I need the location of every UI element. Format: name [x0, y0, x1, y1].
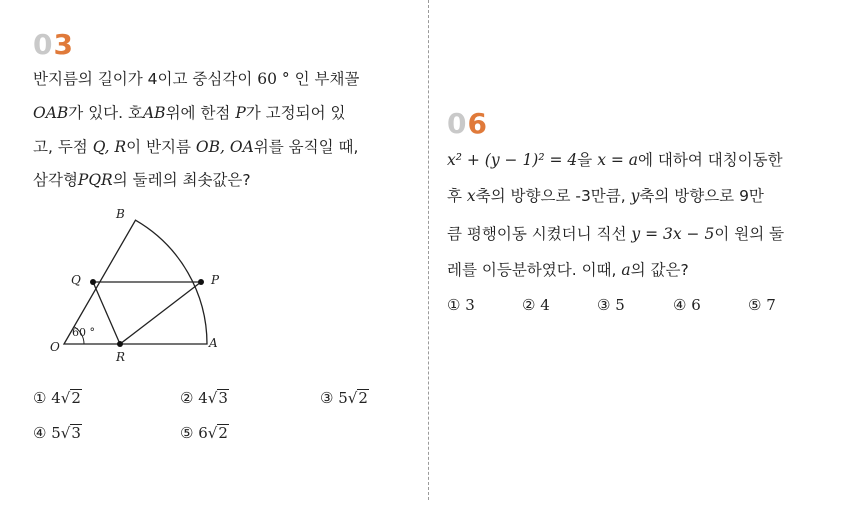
q6-choice-2[interactable]: ② 4: [522, 296, 550, 314]
column-divider: [428, 0, 429, 500]
segment-QR: [93, 282, 120, 344]
q3-choice-1[interactable]: ① 4√2: [33, 389, 81, 407]
q6-text-line-4: 레를 이등분하였다. 이때, a의 값은?: [447, 261, 689, 279]
q3-text-line-4: 삼각형PQR의 둘레의 최솟값은?: [33, 171, 251, 189]
q3-text-line-2: OAB가 있다. 호AB위에 한점 P가 고정되어 있: [33, 104, 346, 122]
q6-choice-1[interactable]: ① 3: [447, 296, 475, 314]
q6-choice-3[interactable]: ③ 5: [597, 296, 625, 314]
q3-choice-4[interactable]: ④ 5√3: [33, 424, 81, 442]
segment-RP: [120, 282, 201, 344]
label-R: R: [116, 350, 126, 364]
q3-text-line-1: 반지름의 길이가 4이고 중심각이 60 ° 인 부채꼴: [33, 70, 360, 88]
q6-choice-5[interactable]: ⑤ 7: [748, 296, 776, 314]
q3-choice-3[interactable]: ③ 5√2: [320, 389, 368, 407]
label-Q: Q: [71, 273, 81, 287]
q3-text-line-3: 고, 두점 Q, R이 반지름 OB, OA위를 움직일 때,: [33, 138, 359, 156]
q6-text-line-2: 후 x축의 방향으로 -3만큼, y축의 방향으로 9만: [447, 187, 764, 205]
label-B: B: [116, 207, 125, 221]
q6-text-line-1: x² + (y − 1)² = 4을 x = a에 대하여 대칭이동한: [447, 151, 783, 169]
q3-choice-5[interactable]: ⑤ 6√2: [180, 424, 228, 442]
point-Q: [90, 279, 96, 285]
q3-choice-2[interactable]: ② 4√3: [180, 389, 228, 407]
point-P: [198, 279, 204, 285]
question-number-6: 06: [447, 107, 488, 140]
question-number-3: 03: [33, 28, 74, 61]
angle-label: 60 °: [72, 326, 95, 339]
point-R: [117, 341, 123, 347]
label-P: P: [211, 273, 220, 287]
q6-choice-4[interactable]: ④ 6: [673, 296, 701, 314]
label-O: O: [50, 340, 60, 354]
q6-text-line-3: 큼 평행이동 시켰더니 직선 y = 3x − 5이 원의 둘: [447, 225, 785, 243]
sector-figure: [40, 200, 230, 370]
label-A: A: [209, 336, 218, 350]
